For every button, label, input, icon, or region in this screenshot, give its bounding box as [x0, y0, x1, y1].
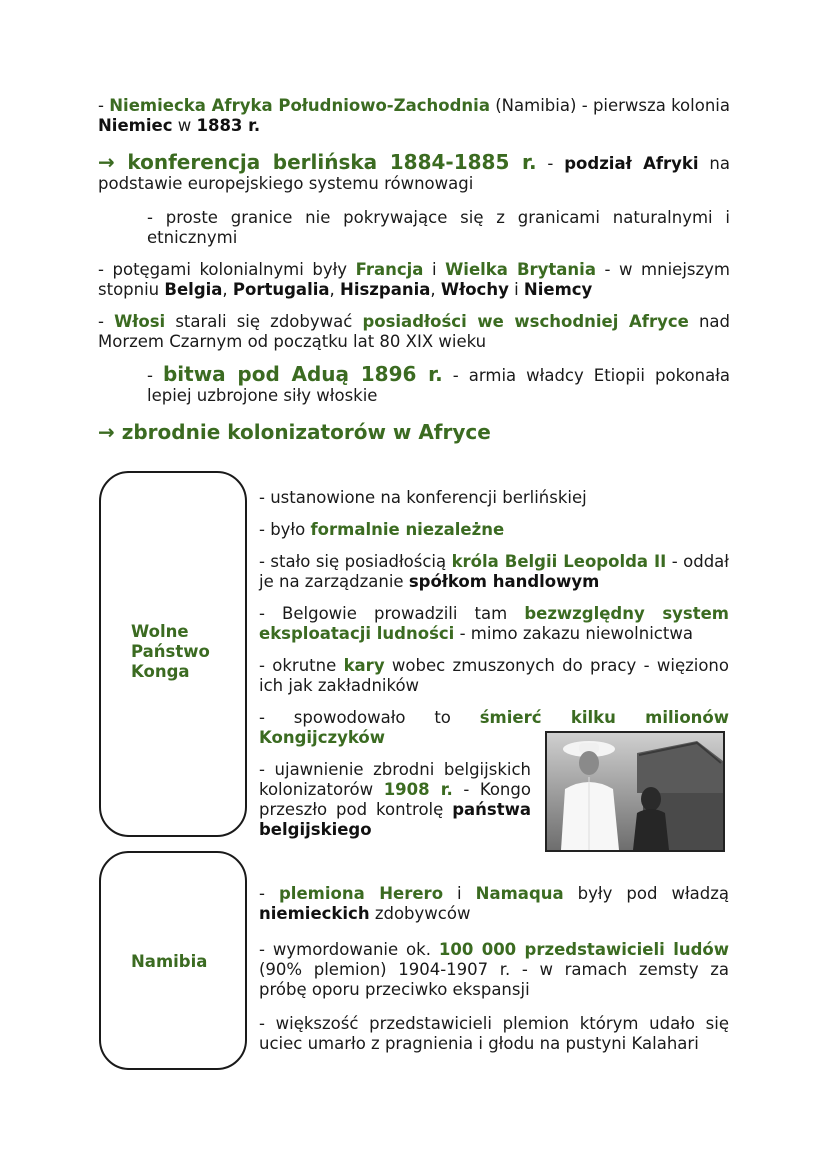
intro-borders: [147, 208, 730, 248]
text-run: 100 000 przedstawicieli ludów: [438, 940, 729, 959]
text-run: śmierć kilku milionów Kongijczyków: [259, 708, 730, 747]
text-run: - oddał je na zarządzanie: [259, 552, 729, 591]
text-run: w: [172, 116, 197, 135]
congo-item-3: [259, 552, 729, 592]
text-run: Francja: [355, 260, 424, 279]
intro-adwa-battle: [147, 364, 730, 406]
text-run: 1883 r.: [196, 116, 261, 135]
congo-item-5: [259, 656, 729, 696]
namibia-item-3: [259, 1014, 729, 1054]
text-run: - Belgowie prowadzili tam: [259, 604, 525, 623]
text-run: Namaqua: [475, 884, 564, 903]
text-run: i: [423, 260, 446, 279]
text-run: - w mniejszym stopniu: [98, 260, 730, 299]
namibia-item-1: [259, 884, 729, 924]
text-run: bitwa pod Aduą 1896 r.: [162, 362, 443, 386]
text-run: - Kongo przeszło pod kontrolę: [259, 780, 531, 819]
text-run: na podstawie europejskiego systemu równowagi: [98, 154, 730, 193]
intro-colonial-powers: [98, 260, 730, 300]
text-run: Hiszpania: [340, 280, 431, 299]
text-run: formalnie niezależne: [310, 520, 505, 539]
text-run: - było: [259, 520, 311, 539]
text-run: spółkom handlowym: [408, 572, 600, 591]
text-run: - mimo zakazu niewolnictwa: [454, 624, 693, 643]
section-heading-crimes: → zbrodnie kolonizatorów w Afryce: [98, 420, 491, 444]
text-run: 1908 r.: [383, 780, 453, 799]
text-run: (Namibia) - pierwsza kolonia: [489, 96, 730, 115]
text-run: starali się zdobywać: [165, 312, 363, 331]
text-run: - spowodowało to: [259, 708, 480, 727]
text-run: - potęgami kolonialnymi były: [98, 260, 356, 279]
text-run: i: [508, 280, 524, 299]
photo-illustration: [547, 733, 723, 850]
text-run: -: [98, 96, 110, 115]
text-run: -: [259, 884, 279, 903]
text-run: - ujawnienie zbrodni belgijskich kolonizatorów: [259, 760, 531, 799]
congo-label-line-2: Państwo: [131, 642, 210, 661]
text-run: ,: [329, 280, 341, 299]
text-run: niemieckich: [259, 904, 370, 923]
congo-item-7: [259, 760, 531, 840]
text-run: Portugalia: [232, 280, 330, 299]
text-run: - większość przedstawicieli plemion którym udało się uciec umarło z pragnienia i głodu na pustyni Kalahari: [259, 1014, 729, 1053]
congo-item-4: [259, 604, 729, 644]
text-run: podział Afryki: [564, 154, 699, 173]
text-run: -: [536, 154, 565, 173]
text-run: Włochy: [440, 280, 509, 299]
text-run: Belgia: [164, 280, 223, 299]
intro-namibia-colony: [98, 96, 730, 136]
text-run: posiadłości we wschodniej Afryce: [362, 312, 689, 331]
text-run: króla Belgii Leopolda II: [451, 552, 667, 571]
congo-item-2: [259, 520, 729, 540]
text-run: państwa belgijskiego: [259, 800, 531, 839]
congo-card-label: [131, 622, 210, 682]
text-run: → konferencja berlińska 1884-1885 r.: [98, 150, 537, 174]
text-run: - armia władcy Etiopii pokonała lepiej uzbrojone siły włoskie: [147, 366, 730, 405]
text-run: kary: [343, 656, 385, 675]
namibia-item-2: [259, 940, 729, 1000]
text-run: Włosi: [114, 312, 166, 331]
text-run: były pod władzą: [563, 884, 729, 903]
text-run: wobec zmuszonych do pracy - więziono ich jak zakładników: [259, 656, 729, 695]
text-run: zdobywców: [369, 904, 471, 923]
text-run: (90% plemion) 1904-1907 r. - w ramach zemsty za próbę oporu przeciwko ekspansji: [259, 960, 729, 999]
text-run: Niemiecka Afryka Południowo-Zachodnia: [109, 96, 490, 115]
text-run: - proste granice nie pokrywające się z granicami naturalnymi i etnicznymi: [147, 208, 730, 247]
text-run: plemiona Herero: [278, 884, 444, 903]
intro-berlin-conference: [98, 152, 730, 194]
text-run: ,: [222, 280, 233, 299]
text-run: -: [98, 312, 115, 331]
text-run: Niemiec: [98, 116, 173, 135]
congo-item-1: [259, 488, 729, 508]
text-run: - okrutne: [259, 656, 344, 675]
text-run: - wymordowanie ok.: [259, 940, 439, 959]
text-run: -: [147, 366, 163, 385]
intro-italians: [98, 312, 730, 352]
congo-label-line-1: Wolne: [131, 622, 189, 641]
historical-photo: [545, 731, 725, 852]
text-run: - ustanowione na konferencji berlińskiej: [259, 488, 587, 507]
text-run: - stało się posiadłością: [259, 552, 452, 571]
text-run: Niemcy: [523, 280, 593, 299]
text-run: i: [443, 884, 476, 903]
congo-label-line-3: Konga: [131, 662, 190, 681]
text-run: Wielka Brytania: [445, 260, 596, 279]
text-run: nad Morzem Czarnym od początku lat 80 XIX wieku: [98, 312, 730, 351]
namibia-card-label: Namibia: [131, 952, 208, 971]
text-run: bezwzględny system eksploatacji ludności: [259, 604, 729, 643]
text-run: ,: [430, 280, 441, 299]
